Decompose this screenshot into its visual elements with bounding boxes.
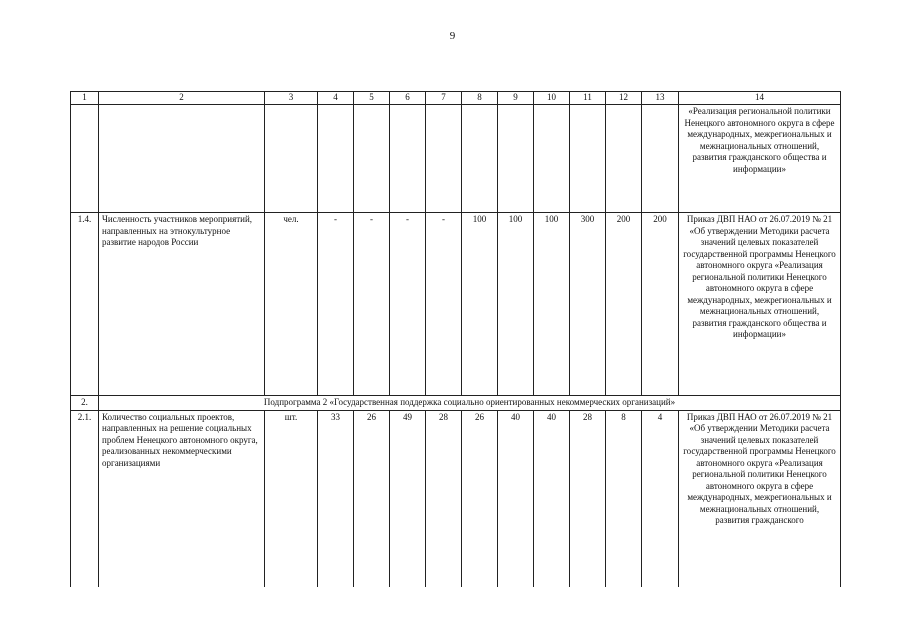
table-cell: [354, 105, 390, 213]
value-cell: 200: [606, 213, 642, 396]
table-row-continuation: [71, 105, 841, 213]
value-cell: 100: [462, 213, 498, 396]
value-cell: -: [426, 213, 462, 396]
unit: чел.: [265, 213, 318, 396]
table-cell: [426, 105, 462, 213]
value-cell: -: [318, 213, 354, 396]
value-cell: 28: [426, 410, 462, 587]
source-cell: Приказ ДВП НАО от 26.07.2019 № 21 «Об утверждении Методики расчета значений целевых показателей государственной программы Ненецкого автономного округа «Реализация региональной политики Ненецкого автономного округа в сфере международных, межрегиональных и межнациональных отношений, развития гражданского общества и информации»: [679, 213, 841, 396]
value-cell: -: [354, 213, 390, 396]
table-cell: [534, 105, 570, 213]
column-number: 2: [99, 92, 265, 105]
subprogram-title: Подпрограмма 2 «Государственная поддержка социально ориентированных некоммерческих организаций»: [99, 396, 841, 411]
table-cell: [318, 105, 354, 213]
source-cell: «Реализация региональной политики Ненецкого автономного округа в сфере международных, межрегиональных и межнациональных отношений, развития гражданского общества и информации»: [679, 105, 841, 213]
value-cell: 8: [606, 410, 642, 587]
column-number: 1: [71, 92, 99, 105]
value-cell: 26: [462, 410, 498, 587]
column-number: 10: [534, 92, 570, 105]
indicator-name: Численность участников мероприятий, направленных на этнокультурное развитие народов России: [99, 213, 265, 396]
value-cell: 100: [498, 213, 534, 396]
page-number: 9: [449, 30, 456, 42]
table-cell: [99, 105, 265, 213]
value-cell: 33: [318, 410, 354, 587]
table-cell: [265, 105, 318, 213]
column-numbers-row: [71, 92, 841, 105]
row-number: 2.1.: [71, 410, 99, 587]
column-number: 4: [318, 92, 354, 105]
table-cell: [71, 105, 99, 213]
column-number: 8: [462, 92, 498, 105]
table-cell: [462, 105, 498, 213]
value-cell: 28: [570, 410, 606, 587]
column-number: 14: [679, 92, 841, 105]
indicators-table: [70, 91, 841, 587]
value-cell: -: [390, 213, 426, 396]
table-cell: [606, 105, 642, 213]
column-number: 7: [426, 92, 462, 105]
value-cell: 4: [642, 410, 679, 587]
source-cell: Приказ ДВП НАО от 26.07.2019 № 21 «Об утверждении Методики расчета значений целевых показателей государственной программы Ненецкого автономного округа «Реализация региональной политики Ненецкого автономного округа в сфере международных, межрегиональных и межнациональных отношений, развития гражданского: [679, 410, 841, 587]
value-cell: 40: [534, 410, 570, 587]
table-cell: [642, 105, 679, 213]
row-number: 2.: [71, 396, 99, 411]
value-cell: 26: [354, 410, 390, 587]
unit: шт.: [265, 410, 318, 587]
column-number: 5: [354, 92, 390, 105]
value-cell: 49: [390, 410, 426, 587]
column-number: 11: [570, 92, 606, 105]
table-cell: [570, 105, 606, 213]
column-number: 13: [642, 92, 679, 105]
table-cell: [390, 105, 426, 213]
subprogram-row: [71, 396, 841, 411]
row-number: 1.4.: [71, 213, 99, 396]
value-cell: 40: [498, 410, 534, 587]
table-cell: [498, 105, 534, 213]
column-number: 6: [390, 92, 426, 105]
column-number: 9: [498, 92, 534, 105]
value-cell: 200: [642, 213, 679, 396]
value-cell: 100: [534, 213, 570, 396]
value-cell: 300: [570, 213, 606, 396]
table-row-1-4: [71, 213, 841, 396]
column-number: 12: [606, 92, 642, 105]
table-row-2-1: [71, 410, 841, 587]
indicator-name: Количество социальных проектов, направленных на решение социальных проблем Ненецкого автономного округа, реализованных некоммерческими организациями: [99, 410, 265, 587]
column-number: 3: [265, 92, 318, 105]
